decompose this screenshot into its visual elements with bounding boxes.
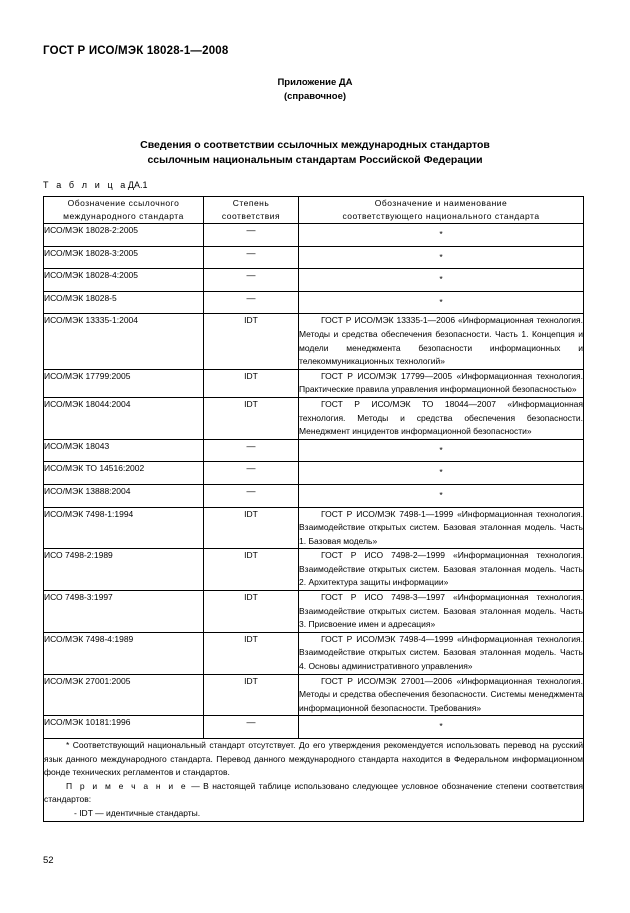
- cell-national-standard-absent: *: [299, 716, 584, 739]
- footnote-paragraph-3: - IDT — идентичные стандарты.: [74, 807, 201, 818]
- cell-national-standard: ГОСТ Р ИСО/МЭК ТО 18044—2007 «Информационная технология. Методы и средства обеспечения безопасности. Менеджмент инцидентов информационной безопасности»: [299, 397, 584, 439]
- table-row: [44, 291, 584, 314]
- cell-degree-of-correspondence: —: [204, 291, 299, 314]
- column-header-national-standard-line-1: Обозначение и наименование: [374, 198, 508, 208]
- column-header-international-standard: [44, 197, 204, 224]
- cell-national-standard-absent: *: [299, 484, 584, 507]
- cell-international-standard: ИСО/МЭК 27001:2005: [44, 674, 204, 716]
- page-title-line-2: ссылочным национальным стандартам Российской Федерации: [147, 154, 483, 166]
- table-row: [44, 462, 584, 485]
- cell-national-standard-absent: *: [299, 462, 584, 485]
- column-header-national-standard: [299, 197, 584, 224]
- column-header-degree-line-1: Степень: [232, 198, 270, 208]
- cell-degree-of-correspondence: —: [204, 246, 299, 269]
- table-row: [44, 269, 584, 292]
- cell-degree-of-correspondence: —: [204, 462, 299, 485]
- cell-degree-of-correspondence: IDT: [204, 369, 299, 397]
- cell-national-standard: ГОСТ Р ИСО 7498-3—1997 «Информационная технология. Взаимодействие открытых систем. Базовая эталонная модель. Часть 3. Присвоение имен и адресация»: [299, 591, 584, 633]
- cell-degree-of-correspondence: —: [204, 716, 299, 739]
- cell-international-standard: ИСО/МЭК 18028-5: [44, 291, 204, 314]
- cell-national-standard: ГОСТ Р ИСО/МЭК 17799—2005 «Информационная технология. Практические правила управления информационной безопасностью»: [299, 369, 584, 397]
- cell-degree-of-correspondence: IDT: [204, 549, 299, 591]
- correspondence-table: [43, 196, 584, 822]
- cell-degree-of-correspondence: IDT: [204, 632, 299, 674]
- table-row: [44, 632, 584, 674]
- cell-international-standard: ИСО/МЭК 18028-2:2005: [44, 224, 204, 247]
- page-title-line-1: Сведения о соответствии ссылочных международных стандартов: [140, 139, 490, 151]
- table-row: [44, 224, 584, 247]
- table-row: [44, 369, 584, 397]
- table-caption: [43, 180, 148, 190]
- table-footnote: [44, 739, 584, 822]
- cell-international-standard: ИСО/МЭК 18043: [44, 439, 204, 462]
- table-row: [44, 507, 584, 549]
- page-header-standard-code: ГОСТ Р ИСО/МЭК 18028-1—2008: [43, 45, 229, 57]
- footnote-note-text: — В настоящей таблице использовано следующее условное обозначение степени соответствия стандартов:: [44, 780, 583, 805]
- cell-national-standard-absent: *: [299, 291, 584, 314]
- table-row: [44, 674, 584, 716]
- footnote-paragraph-1: * Соответствующий национальный стандарт отсутствует. До его утверждения рекомендуется использовать перевод на русский язык данного международного стандарта. Перевод данного международного стандарта находится в Федеральном информационном фонде технических регламентов и стандартов.: [44, 740, 583, 778]
- table-row: [44, 439, 584, 462]
- cell-international-standard: ИСО/МЭК 18044:2004: [44, 397, 204, 439]
- table-header: [44, 197, 584, 224]
- table-footnote-row: [44, 739, 584, 822]
- table-row: [44, 716, 584, 739]
- cell-international-standard: ИСО/МЭК 18028-4:2005: [44, 269, 204, 292]
- table-row: [44, 549, 584, 591]
- annex-subtitle: (справочное): [283, 91, 347, 102]
- cell-national-standard-absent: *: [299, 439, 584, 462]
- table-row: [44, 314, 584, 369]
- cell-national-standard: ГОСТ Р ИСО/МЭК 13335-1—2006 «Информационная технология. Методы и средства обеспечения безопасности. Часть 1. Концепция и модели менеджмента безопасности информационных и телекоммуникационных технологий»: [299, 314, 584, 369]
- cell-international-standard: ИСО/МЭК 13335-1:2004: [44, 314, 204, 369]
- annex-title: Приложение ДА: [277, 77, 353, 88]
- table-caption-prefix: Т а б л и ц а: [43, 180, 128, 190]
- cell-international-standard: ИСО/МЭК 7498-4:1989: [44, 632, 204, 674]
- footnote-paragraph-2: [44, 780, 583, 807]
- cell-national-standard-absent: *: [299, 224, 584, 247]
- cell-national-standard-absent: *: [299, 269, 584, 292]
- table-body: [44, 224, 584, 739]
- table-row: [44, 484, 584, 507]
- table-header-row: [44, 197, 584, 224]
- cell-international-standard: ИСО/МЭК 13888:2004: [44, 484, 204, 507]
- cell-national-standard-absent: *: [299, 246, 584, 269]
- page-title: [0, 138, 630, 168]
- footnote-note-label: П р и м е ч а н и е: [66, 780, 188, 791]
- cell-degree-of-correspondence: IDT: [204, 674, 299, 716]
- footnote-cell: [44, 739, 584, 822]
- cell-international-standard: ИСО/МЭК 10181:1996: [44, 716, 204, 739]
- cell-degree-of-correspondence: IDT: [204, 314, 299, 369]
- cell-degree-of-correspondence: IDT: [204, 397, 299, 439]
- cell-international-standard: ИСО/МЭК 17799:2005: [44, 369, 204, 397]
- cell-international-standard: ИСО/МЭК 18028-3:2005: [44, 246, 204, 269]
- table-row: [44, 246, 584, 269]
- page-number: 52: [43, 855, 54, 866]
- cell-degree-of-correspondence: —: [204, 439, 299, 462]
- cell-national-standard: ГОСТ Р ИСО/МЭК 7498-1—1999 «Информационная технология. Взаимодействие открытых систем. Базовая эталонная модель. Часть 1. Базовая модель»: [299, 507, 584, 549]
- cell-degree-of-correspondence: IDT: [204, 507, 299, 549]
- cell-degree-of-correspondence: —: [204, 224, 299, 247]
- cell-national-standard: ГОСТ Р ИСО 7498-2—1999 «Информационная технология. Взаимодействие открытых систем. Базовая эталонная модель. Часть 2. Архитектура защиты информации»: [299, 549, 584, 591]
- column-header-national-standard-line-2: соответствующего национального стандарта: [342, 211, 540, 221]
- annex-header: [0, 76, 630, 104]
- cell-international-standard: ИСО/МЭК ТО 14516:2002: [44, 462, 204, 485]
- table-row: [44, 591, 584, 633]
- table-caption-number: ДА.1: [127, 180, 148, 190]
- column-header-degree: [204, 197, 299, 224]
- cell-national-standard: ГОСТ Р ИСО/МЭК 27001—2006 «Информационная технология. Методы и средства обеспечения безопасности. Системы менеджмента информационной безопасности. Требования»: [299, 674, 584, 716]
- cell-degree-of-correspondence: —: [204, 269, 299, 292]
- cell-international-standard: ИСО/МЭК 7498-1:1994: [44, 507, 204, 549]
- column-header-degree-line-2: соответствия: [221, 211, 281, 221]
- cell-national-standard: ГОСТ Р ИСО/МЭК 7498-4—1999 «Информационная технология. Взаимодействие открытых систем. Базовая эталонная модель. Часть 4. Основы административного управления»: [299, 632, 584, 674]
- column-header-international-standard-line-1: Обозначение ссылочного: [67, 198, 180, 208]
- column-header-international-standard-line-2: международного стандарта: [63, 211, 184, 221]
- table-row: [44, 397, 584, 439]
- cell-international-standard: ИСО 7498-3:1997: [44, 591, 204, 633]
- cell-degree-of-correspondence: IDT: [204, 591, 299, 633]
- cell-international-standard: ИСО 7498-2:1989: [44, 549, 204, 591]
- cell-degree-of-correspondence: —: [204, 484, 299, 507]
